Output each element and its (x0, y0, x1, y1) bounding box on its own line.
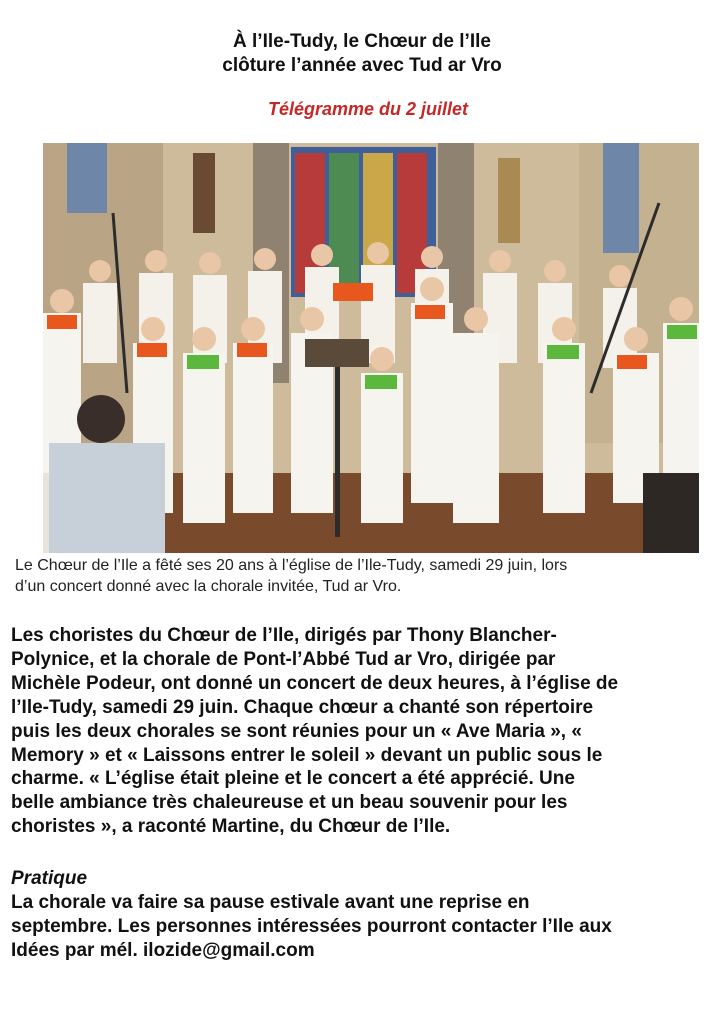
body-line: charme. « L’église était pleine et le concert a été apprécié. Une (11, 768, 575, 790)
title-line-1: À l’Ile-Tudy, le Chœur de l’Ile (233, 31, 491, 52)
body-line: Polynice, et la chorale de Pont-l’Abbé Tud ar Vro, dirigée par (11, 648, 556, 670)
photo-caption (15, 555, 715, 597)
body-line: choristes », a raconté Martine, du Chœur de l’Ile. (11, 816, 451, 838)
title-line-2: clôture l’année avec Tud ar Vro (222, 55, 502, 76)
choir-photo (43, 143, 699, 553)
article-body (11, 624, 716, 839)
pratique-line: Idées par mél. ilozide@gmail.com (11, 940, 315, 961)
body-line: belle ambiance très chaleureuse et un beau souvenir pour les (11, 792, 568, 814)
article-title (0, 30, 724, 78)
body-line: Memory » et « Laissons entrer le soleil » devant un public sous le (11, 744, 603, 766)
body-line: l’Ile-Tudy, samedi 29 juin. Chaque chœur a chanté son répertoire (11, 696, 594, 718)
body-line: Michèle Podeur, ont donné un concert de deux heures, à l’église de (11, 672, 619, 694)
caption-line-1: Le Chœur de l’Ile a fêté ses 20 ans à l’église de l’Ile-Tudy, samedi 29 juin, lors (15, 557, 568, 574)
pratique-line: La chorale va faire sa pause estivale avant une reprise en (11, 892, 530, 913)
choir-photo-illustration (43, 143, 699, 553)
body-line: Les choristes du Chœur de l’Ile, dirigés par Thony Blancher- (11, 625, 557, 646)
body-line: puis les deux chorales se sont réunies pour un « Ave Maria », « (11, 720, 582, 742)
caption-line-2: d’un concert donné avec la chorale invitée, Tud ar Vro. (15, 578, 402, 595)
source-line: Télégramme du 2 juillet (267, 99, 469, 119)
pratique-heading: Pratique (11, 868, 88, 889)
pratique-line: septembre. Les personnes intéressées pourront contacter l’Ile aux (11, 916, 612, 937)
pratique-section (11, 867, 716, 963)
